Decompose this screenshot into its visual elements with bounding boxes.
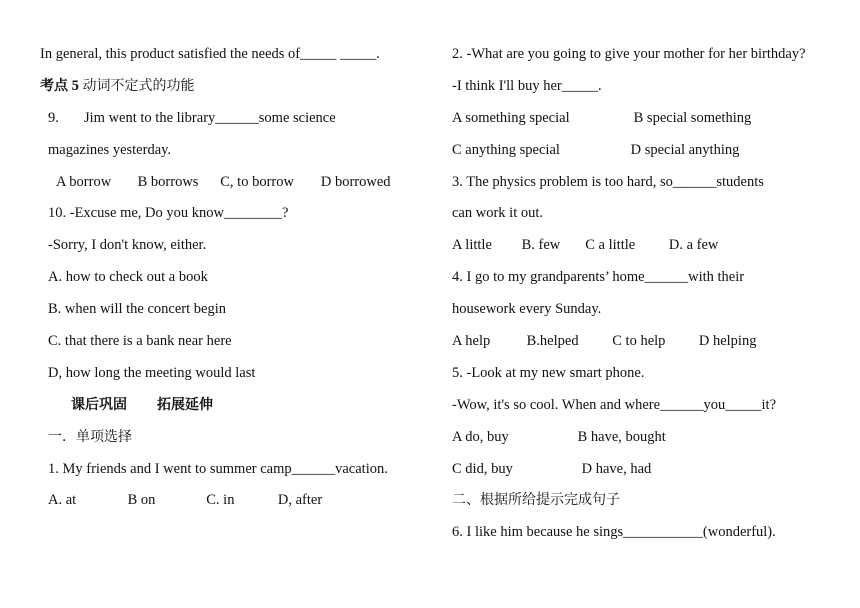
option-a: A help bbox=[452, 333, 491, 350]
option-b: B.helped bbox=[526, 333, 579, 350]
section-number: 5 bbox=[71, 77, 79, 94]
option-b: B on bbox=[127, 492, 156, 509]
question-3: 3. The physics problem is too hard, so______students bbox=[452, 173, 764, 190]
option-c: C did, buy bbox=[452, 460, 513, 477]
question-2: 2. -What are you going to give your mother for her birthday? bbox=[452, 46, 806, 62]
section-title: 动词不定式的功能 bbox=[82, 77, 195, 94]
option-c: C a little bbox=[585, 237, 636, 254]
question-1: 1. My friends and I went to summer camp______vacation. bbox=[48, 460, 388, 477]
homework-title-extend: 拓展延伸 bbox=[157, 396, 213, 413]
question-5: 5. -Look at my new smart phone. bbox=[452, 364, 645, 381]
homework-title-consolidate: 课后巩固 bbox=[71, 396, 127, 413]
option-b: B have, bought bbox=[577, 428, 666, 445]
question-9-continuation: magazines yesterday. bbox=[48, 141, 172, 158]
option-c: C, to borrow bbox=[220, 173, 294, 190]
option-d: D have, had bbox=[581, 460, 652, 477]
option-d: D borrowed bbox=[320, 173, 391, 190]
question-9-options bbox=[40, 170, 420, 202]
intro-sentence: In general, this product satisfied the needs of_____ _____. bbox=[40, 46, 380, 62]
option-d: D, after bbox=[277, 492, 323, 509]
question-2-options-row-2 bbox=[452, 138, 852, 170]
option-a: A little bbox=[452, 237, 492, 254]
question-9-text: Jim went to the library______some science bbox=[84, 109, 336, 126]
option-b: B. few bbox=[521, 237, 561, 254]
option-c: C. in bbox=[206, 492, 235, 509]
question-3-continuation: can work it out. bbox=[452, 205, 544, 222]
question-5-options-row-2 bbox=[452, 457, 852, 489]
left-column bbox=[40, 42, 420, 520]
question-10-option-b: B. when will the concert begin bbox=[48, 301, 226, 318]
question-2-reply: -I think I'll buy her_____. bbox=[452, 77, 602, 94]
question-4: 4. I go to my grandparents’ home______with their bbox=[452, 269, 745, 286]
question-10-option-a: A. how to check out a book bbox=[48, 269, 208, 286]
option-d: D special anything bbox=[630, 141, 740, 158]
option-d: D. a few bbox=[668, 237, 719, 254]
option-c: C to help bbox=[612, 333, 666, 350]
question-10-option-d: D, how long the meeting would last bbox=[48, 364, 256, 381]
right-column bbox=[452, 42, 852, 552]
option-a: A borrow bbox=[56, 173, 112, 190]
question-9 bbox=[40, 106, 420, 138]
part-2-title: 二、根据所给提示完成句子 bbox=[452, 492, 620, 509]
option-d: D helping bbox=[698, 333, 757, 350]
question-10-reply: -Sorry, I don't know, either. bbox=[48, 237, 207, 254]
question-6: 6. I like him because he sings___________(wonderful). bbox=[452, 524, 776, 541]
question-9-number: 9. bbox=[48, 109, 59, 126]
option-a: A something special bbox=[452, 109, 570, 126]
option-a: A. at bbox=[48, 492, 77, 509]
section-heading bbox=[40, 74, 420, 106]
question-5-reply: -Wow, it's so cool. When and where______you_____it? bbox=[452, 396, 777, 413]
option-b: B borrows bbox=[137, 173, 199, 190]
question-4-continuation: housework every Sunday. bbox=[452, 301, 602, 318]
option-b: B special something bbox=[633, 109, 752, 126]
option-a: A do, buy bbox=[452, 428, 509, 445]
question-5-options-row-1 bbox=[452, 425, 852, 457]
question-10-option-c: C. that there is a bank near here bbox=[48, 333, 232, 350]
homework-heading bbox=[40, 393, 420, 425]
question-1-options bbox=[40, 488, 420, 520]
question-2-options-row-1 bbox=[452, 106, 852, 138]
section-label: 考点 bbox=[40, 77, 68, 94]
question-4-options bbox=[452, 329, 852, 361]
question-10: 10. -Excuse me, Do you know________? bbox=[48, 205, 289, 222]
option-c: C anything special bbox=[452, 141, 560, 158]
part-1-title: 一．单项选择 bbox=[48, 428, 132, 445]
question-3-options bbox=[452, 233, 852, 265]
